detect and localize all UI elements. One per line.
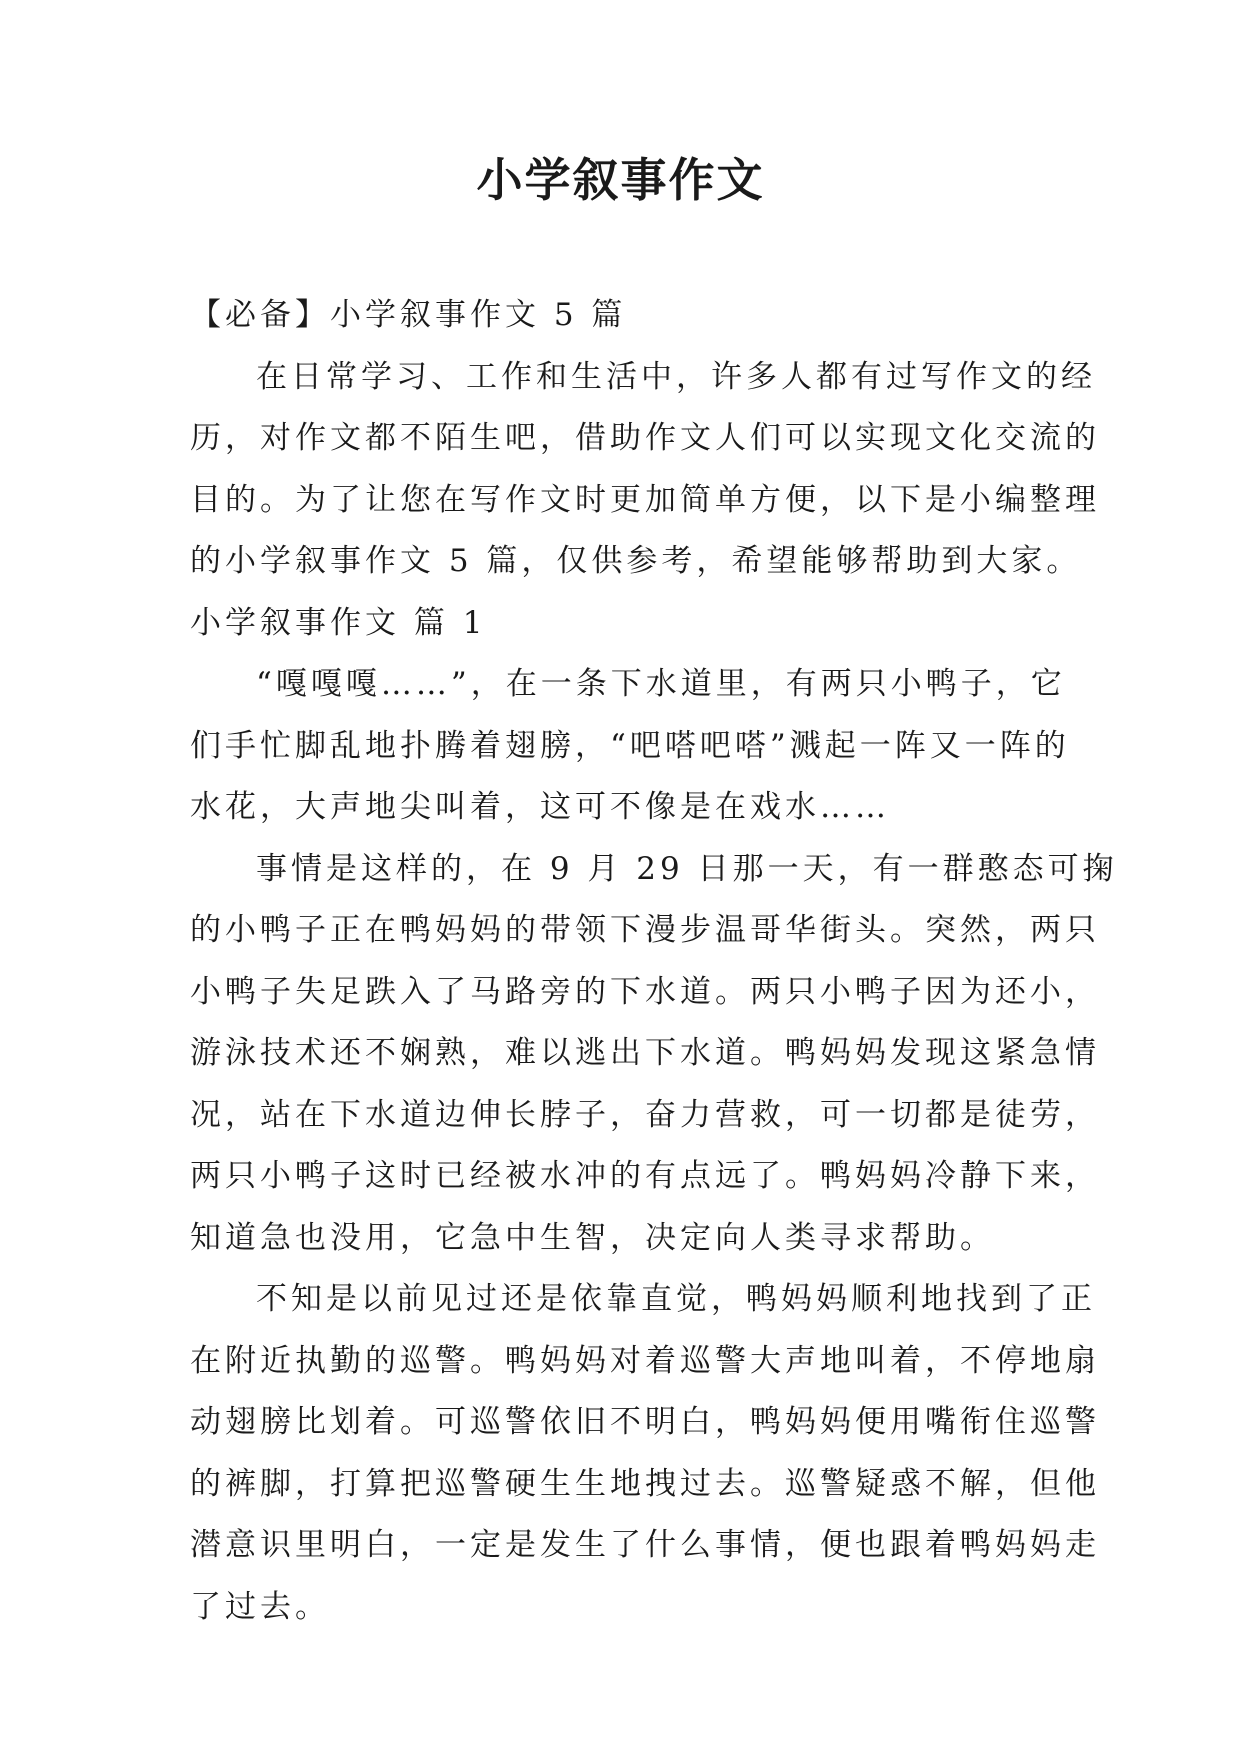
paragraph-line: 动翅膀比划着。可巡警依旧不明白，鸭妈妈便用嘴衔住巡警	[190, 1404, 1100, 1440]
section-heading: 小学叙事作文 篇 1	[190, 604, 487, 641]
paragraph-line: 的小鸭子正在鸭妈妈的带领下漫步温哥华街头。突然，两只	[190, 912, 1100, 948]
paragraph-line: 不知是以前见过还是依靠直觉，鸭妈妈顺利地找到了正	[256, 1281, 1096, 1317]
paragraph-line: 况，站在下水道边伸长脖子，奋力营救，可一切都是徒劳，	[190, 1096, 1100, 1133]
paragraph-line: 小鸭子失足跌入了马路旁的下水道。两只小鸭子因为还小，	[190, 973, 1100, 1010]
paragraph-line: 在附近执勤的巡警。鸭妈妈对着巡警大声地叫着，不停地扇	[190, 1342, 1100, 1379]
subtitle-line: 【必备】小学叙事作文 5 篇	[190, 297, 627, 333]
paragraph-line: 水花，大声地尖叫着，这可不像是在戏水……	[190, 789, 890, 825]
intro-paragraph-line: 在日常学习、工作和生活中，许多人都有过写作文的经	[256, 358, 1096, 395]
intro-paragraph-line: 的小学叙事作文 5 篇，仅供参考，希望能够帮助到大家。	[190, 543, 1082, 579]
intro-paragraph-line: 历，对作文都不陌生吧，借助作文人们可以实现文化交流的	[190, 420, 1100, 456]
paragraph-line: “嘎嘎嘎……”，在一条下水道里，有两只小鸭子，它	[256, 666, 1066, 702]
paragraph-line: 潜意识里明白，一定是发生了什么事情，便也跟着鸭妈妈走	[190, 1527, 1100, 1563]
paragraph-line: 了过去。	[190, 1588, 330, 1625]
paragraph-line: 知道急也没用，它急中生智，决定向人类寻求帮助。	[190, 1219, 995, 1256]
document-body	[190, 285, 1118, 1638]
intro-paragraph-line: 目的。为了让您在写作文时更加简单方便，以下是小编整理	[190, 481, 1100, 518]
paragraph-line: 事情是这样的，在 9 月 29 日那一天，有一群憨态可掬	[256, 850, 1118, 887]
paragraph-line: 游泳技术还不娴熟，难以逃出下水道。鸭妈妈发现这紧急情	[190, 1035, 1100, 1071]
paragraph-line: 两只小鸭子这时已经被水冲的有点远了。鸭妈妈冷静下来，	[190, 1158, 1100, 1194]
paragraph-line: 们手忙脚乱地扑腾着翅膀，“吧嗒吧嗒”溅起一阵又一阵的	[190, 727, 1070, 764]
document-title: 小学叙事作文	[476, 153, 765, 207]
paragraph-line: 的裤脚，打算把巡警硬生生地拽过去。巡警疑惑不解，但他	[190, 1465, 1100, 1502]
